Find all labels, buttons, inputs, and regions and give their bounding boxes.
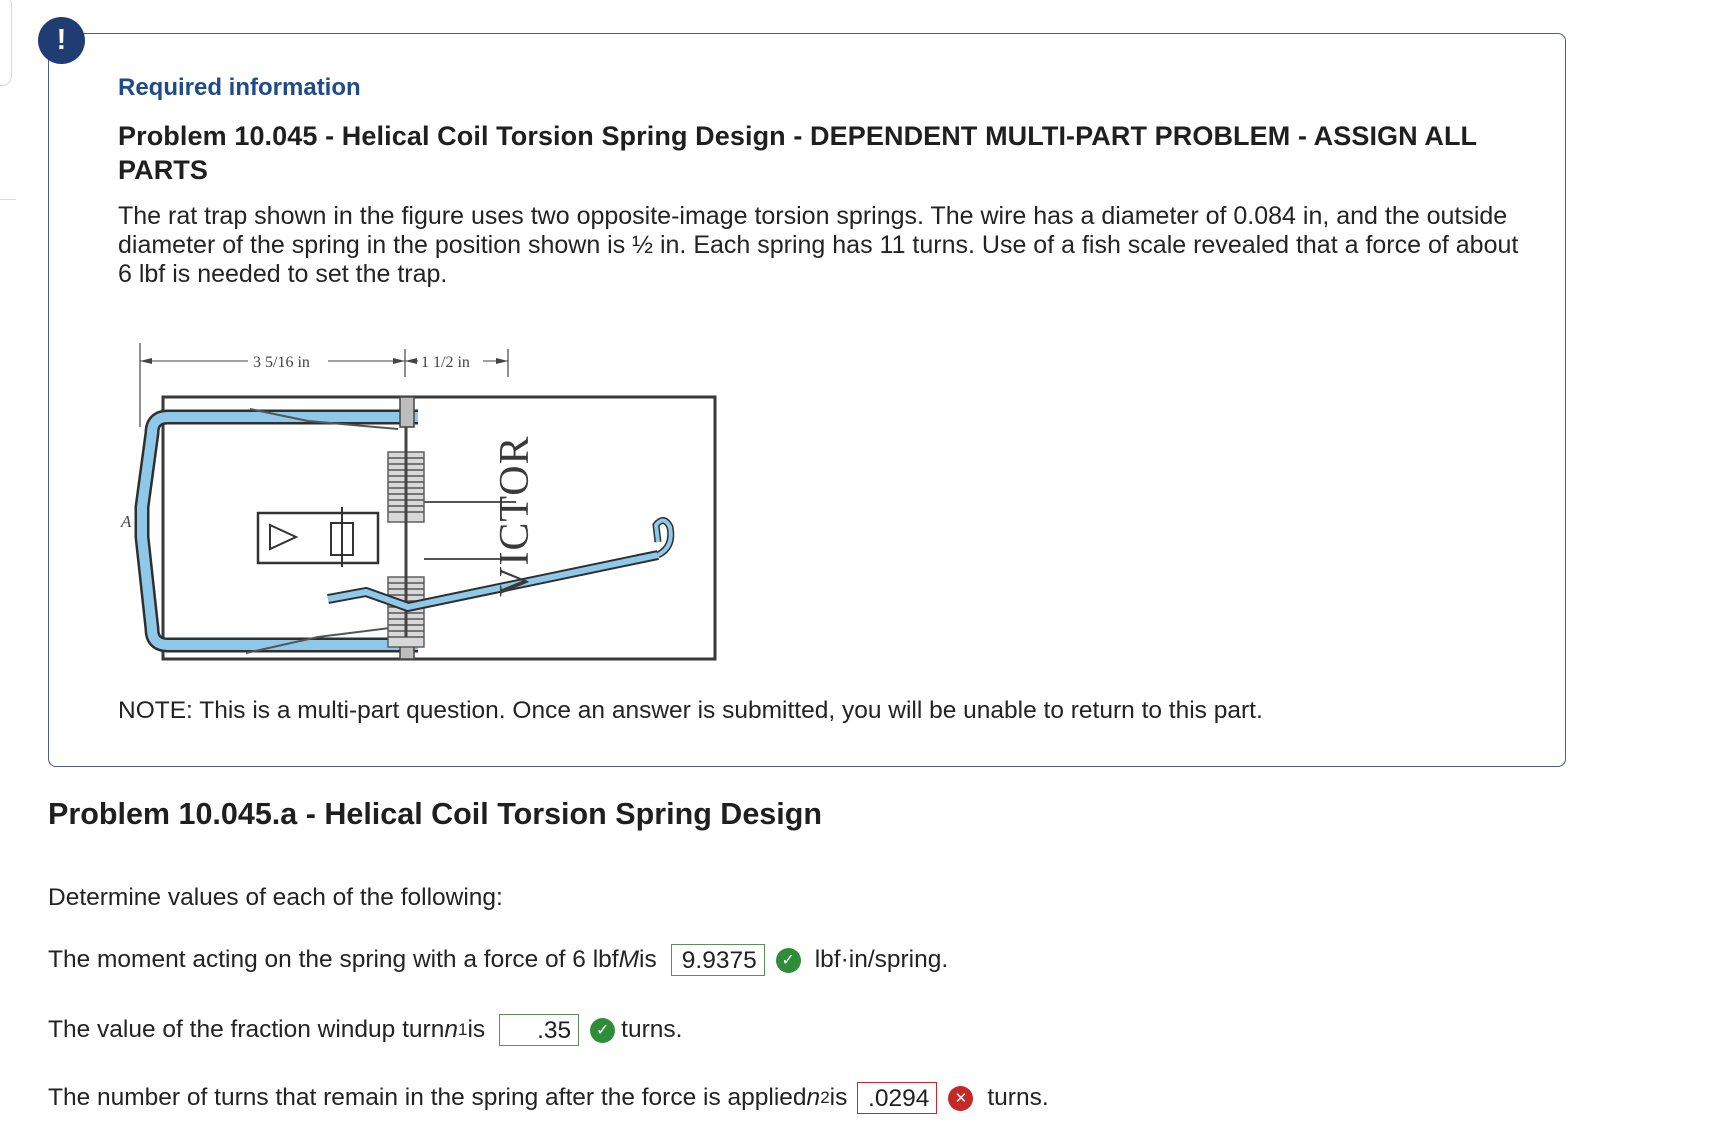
answer-field-windup[interactable]: .35 <box>499 1014 579 1046</box>
section-label: Required information <box>118 74 361 101</box>
question-text-is: is <box>467 1016 486 1043</box>
check-circle-icon: ✓ <box>776 948 801 973</box>
variable-subscript: 2 <box>820 1088 830 1107</box>
problem-title: Problem 10.045 - Helical Coil Torsion Spring Design - DEPENDENT MULTI-PART PROBLEM - ASSIGN ALL PARTS <box>118 121 1477 185</box>
question-moment <box>48 944 948 976</box>
question-text: The value of the fraction windup turn <box>48 1016 445 1043</box>
unit-label: turns. <box>987 1084 1049 1111</box>
question-text-is: is <box>829 1084 848 1111</box>
point-a-label: A <box>121 512 132 531</box>
check-circle-icon: ✓ <box>590 1018 615 1043</box>
prompt-text: Determine values of each of the following: <box>48 884 503 911</box>
part-title: Problem 10.045.a - Helical Coil Torsion Spring Design <box>48 797 822 831</box>
variable-symbol: n <box>444 1016 458 1043</box>
brand-text: VICTOR <box>492 435 538 597</box>
variable-symbol: M <box>618 946 640 973</box>
question-remaining-turns <box>48 1082 1049 1114</box>
question-text: The number of turns that remain in the spring after the force is applied <box>48 1084 807 1111</box>
variable-symbol: n <box>806 1084 821 1111</box>
answer-field-remaining-turns[interactable]: .0294 <box>857 1082 937 1114</box>
question-text: The moment acting on the spring with a force of 6 lbf <box>48 946 619 973</box>
answer-field-moment[interactable]: 9.9375 <box>671 944 765 976</box>
rat-trap-figure <box>118 337 718 677</box>
multi-part-note: NOTE: This is a multi-part question. Once an answer is submitted, you will be unable to return to this part. <box>118 697 1263 724</box>
problem-statement: The rat trap shown in the figure uses two opposite-image torsion springs. The wire has a diameter of 0.084 in, and the outside diameter of the spring in the position shown is ½ in. Each spring has 11 turns. Use of a fish scale revealed that a force of about 6 lbf is needed to set the trap. <box>118 202 1519 288</box>
divider <box>0 199 16 200</box>
question-windup <box>48 1014 682 1046</box>
variable-subscript: 1 <box>457 1020 468 1039</box>
dimension-label-1: 3 5/16 in <box>253 354 310 371</box>
unit-label: lbf·in/spring. <box>814 946 949 973</box>
x-circle-icon: ✕ <box>948 1086 973 1111</box>
rat-trap-diagram <box>118 337 718 677</box>
unit-label: turns. <box>621 1016 683 1043</box>
alert-icon: ! <box>38 17 85 64</box>
dimension-label-2: 1 1/2 in <box>421 354 470 371</box>
question-text-is: is <box>639 946 657 973</box>
side-panel-tab[interactable] <box>0 0 12 86</box>
